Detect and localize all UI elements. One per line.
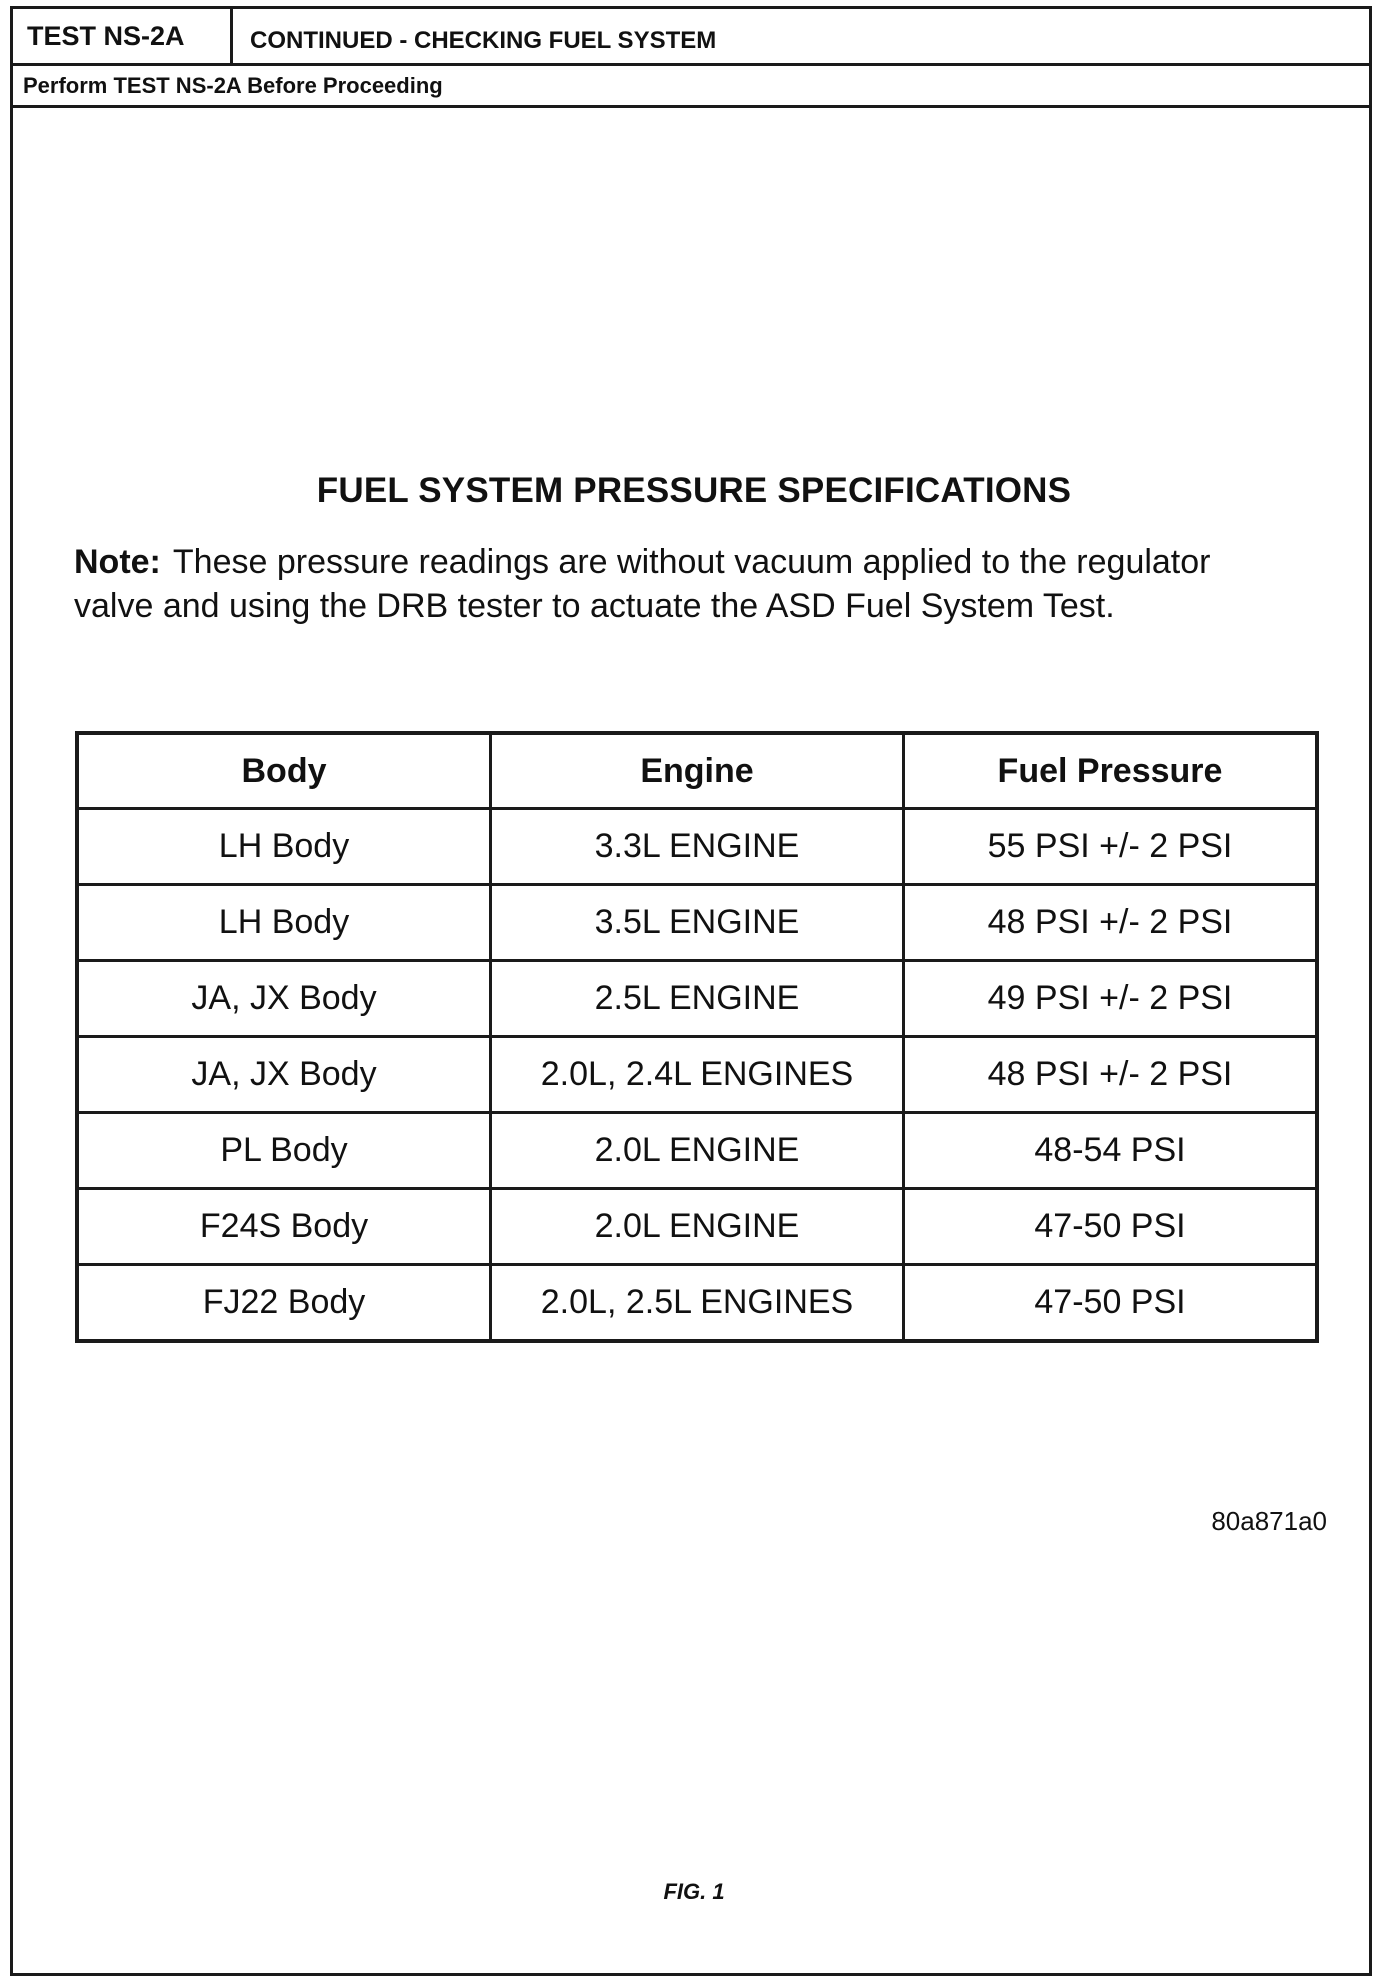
cell-engine: 3.3L ENGINE bbox=[491, 809, 904, 885]
cell-engine: 3.5L ENGINE bbox=[491, 885, 904, 961]
cell-fuel-pressure: 55 PSI +/- 2 PSI bbox=[904, 809, 1318, 885]
note-text: These pressure readings are without vacuum applied to the regulator valve and using the DRB tester to actuate the ASD Fuel System Test. bbox=[74, 543, 1211, 625]
cell-fuel-pressure: 48-54 PSI bbox=[904, 1113, 1318, 1189]
cell-fuel-pressure: 49 PSI +/- 2 PSI bbox=[904, 961, 1318, 1037]
cell-fuel-pressure: 47-50 PSI bbox=[904, 1189, 1318, 1265]
table-row bbox=[77, 1037, 1317, 1113]
figure-label: FIG. 1 bbox=[663, 1879, 725, 1904]
spec-title: FUEL SYSTEM PRESSURE SPECIFICATIONS bbox=[316, 471, 1072, 510]
cell-fuel-pressure: 48 PSI +/- 2 PSI bbox=[904, 1037, 1318, 1113]
cell-fuel-pressure: 47-50 PSI bbox=[904, 1265, 1318, 1342]
cell-body: FJ22 Body bbox=[77, 1265, 491, 1342]
cell-body: F24S Body bbox=[77, 1189, 491, 1265]
subheader-instruction: Perform TEST NS-2A Before Proceeding bbox=[13, 66, 1369, 108]
table-row bbox=[77, 1113, 1317, 1189]
header-bar bbox=[13, 9, 1369, 66]
cell-body: LH Body bbox=[77, 885, 491, 961]
cell-body: LH Body bbox=[77, 809, 491, 885]
cell-engine: 2.0L, 2.4L ENGINES bbox=[491, 1037, 904, 1113]
note-paragraph bbox=[74, 540, 1274, 628]
cell-body: PL Body bbox=[77, 1113, 491, 1189]
table-row bbox=[77, 961, 1317, 1037]
document-page bbox=[10, 6, 1372, 1976]
column-header-fuel-pressure: Fuel Pressure bbox=[904, 733, 1318, 809]
cell-fuel-pressure: 48 PSI +/- 2 PSI bbox=[904, 885, 1318, 961]
test-id-label: TEST NS-2A bbox=[13, 9, 233, 63]
table-row bbox=[77, 885, 1317, 961]
cell-body: JA, JX Body bbox=[77, 961, 491, 1037]
cell-engine: 2.0L ENGINE bbox=[491, 1189, 904, 1265]
cell-engine: 2.0L ENGINE bbox=[491, 1113, 904, 1189]
table-row bbox=[77, 1265, 1317, 1342]
cell-engine: 2.5L ENGINE bbox=[491, 961, 904, 1037]
table-row bbox=[77, 1189, 1317, 1265]
column-header-body: Body bbox=[77, 733, 491, 809]
pressure-spec-table bbox=[75, 731, 1319, 1343]
note-label: Note: bbox=[74, 543, 161, 581]
table-header-row bbox=[77, 733, 1317, 809]
table-row bbox=[77, 809, 1317, 885]
cell-engine: 2.0L, 2.5L ENGINES bbox=[491, 1265, 904, 1342]
column-header-engine: Engine bbox=[491, 733, 904, 809]
header-title: CONTINUED - CHECKING FUEL SYSTEM bbox=[250, 27, 717, 54]
cell-body: JA, JX Body bbox=[77, 1037, 491, 1113]
figure-code: 80a871a0 bbox=[1211, 1506, 1327, 1536]
